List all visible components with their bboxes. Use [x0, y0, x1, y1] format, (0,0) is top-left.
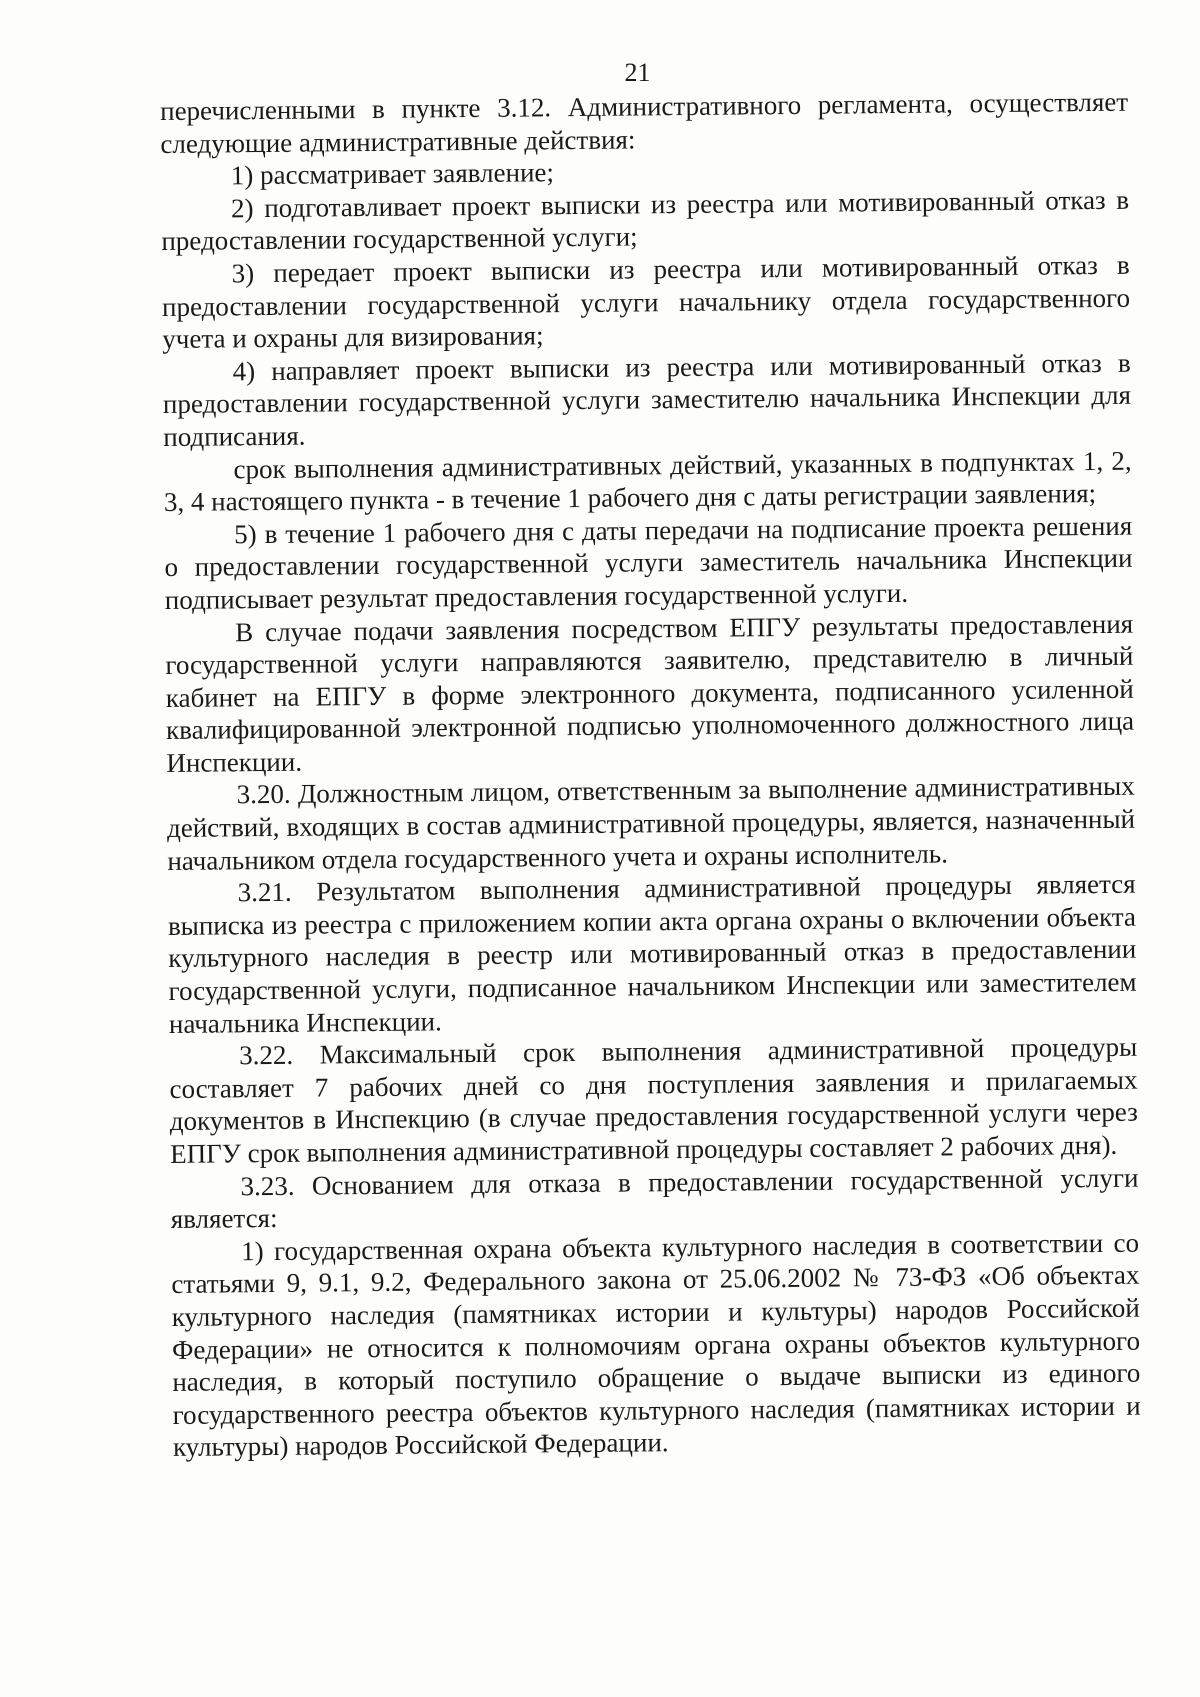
- paragraph: 5) в течение 1 рабочего дня с даты передачи на подписание проекта решения о предоставлении государственной услуги заместитель начальника Инспекции подписывает результат предоставления государственной услуги.: [164, 510, 1133, 615]
- paragraph: 2) подготавливает проект выписки из реестра или мотивированный отказ в предоставлении государственной услуги;: [161, 184, 1130, 257]
- paragraph: срок выполнения административных действий, указанных в подпунктах 1, 2, 3, 4 настоящего пункта - в течение 1 рабочего дня с даты регистрации заявления;: [163, 445, 1132, 518]
- paragraph: В случае подачи заявления посредством ЕПГУ результаты предоставления государственной услуги направляются заявителю, представителю в личный кабинет на ЕПГУ в форме электронного документа, подписанного усиленной квалифицированной электронной подписью уполномоченного должностного лица Инспекции.: [165, 608, 1135, 778]
- paragraph: 3.21. Результатом выполнения административной процедуры является выписка из реестра с приложением копии акта органа охраны о включении объекта культурного наследия в реестр или мотивированный отказ в предоставлении государственной услуги, подписанное начальником Инспекции или заместителем начальника Инспекции.: [167, 868, 1137, 1039]
- paragraph: 1) рассматривает заявление;: [230, 157, 555, 191]
- paragraph: 3.20. Должностным лицом, ответственным за выполнение административных действий, входящих в состав административной процедуры, является, назначенный начальником отдела государственного учета и охраны исполнитель.: [166, 771, 1136, 876]
- page-number: 21: [624, 58, 651, 87]
- paragraph: перечисленными в пункте 3.12. Административного регламента, осуществляет следующие административные действия:: [160, 86, 1129, 159]
- document-body: [160, 86, 1141, 1464]
- paragraph: 3.23. Основанием для отказа в предоставлении государственной услуги является:: [170, 1162, 1139, 1235]
- paragraph: 3) передает проект выписки из реестра или мотивированный отказ в предоставлении государственной услуги начальнику отдела государственного учета и охраны для визирования;: [161, 249, 1131, 355]
- paragraph: 4) направляет проект выписки из реестра или мотивированный отказ в предоставлении государственной услуги заместителю начальника Инспекции для подписания.: [162, 347, 1132, 452]
- paragraph: 3.22. Максимальный срок выполнения административной процедуры составляет 7 рабочих дней со дня поступления заявления и прилагаемых документов в Инспекцию (в случае предоставления государственной услуги через ЕПГУ срок выполнения административной процедуры составляет 2 рабочих дня).: [169, 1031, 1138, 1169]
- paragraph: 1) государственная охрана объекта культурного наследия в соответствии со статьями 9, 9.1, 9.2, Федерального закона от 25.06.2002 № 73-ФЗ «Об объектах культурного наследия (памятниках истории и культуры) народов Российской Федерации» не относится к полномочиям органа охраны объектов культурного наследия, в который поступило обращение о выдаче выписки из единого государственного реестра объектов культурного наследия (памятниках истории и культуры) народов Российской Федерации.: [171, 1227, 1141, 1463]
